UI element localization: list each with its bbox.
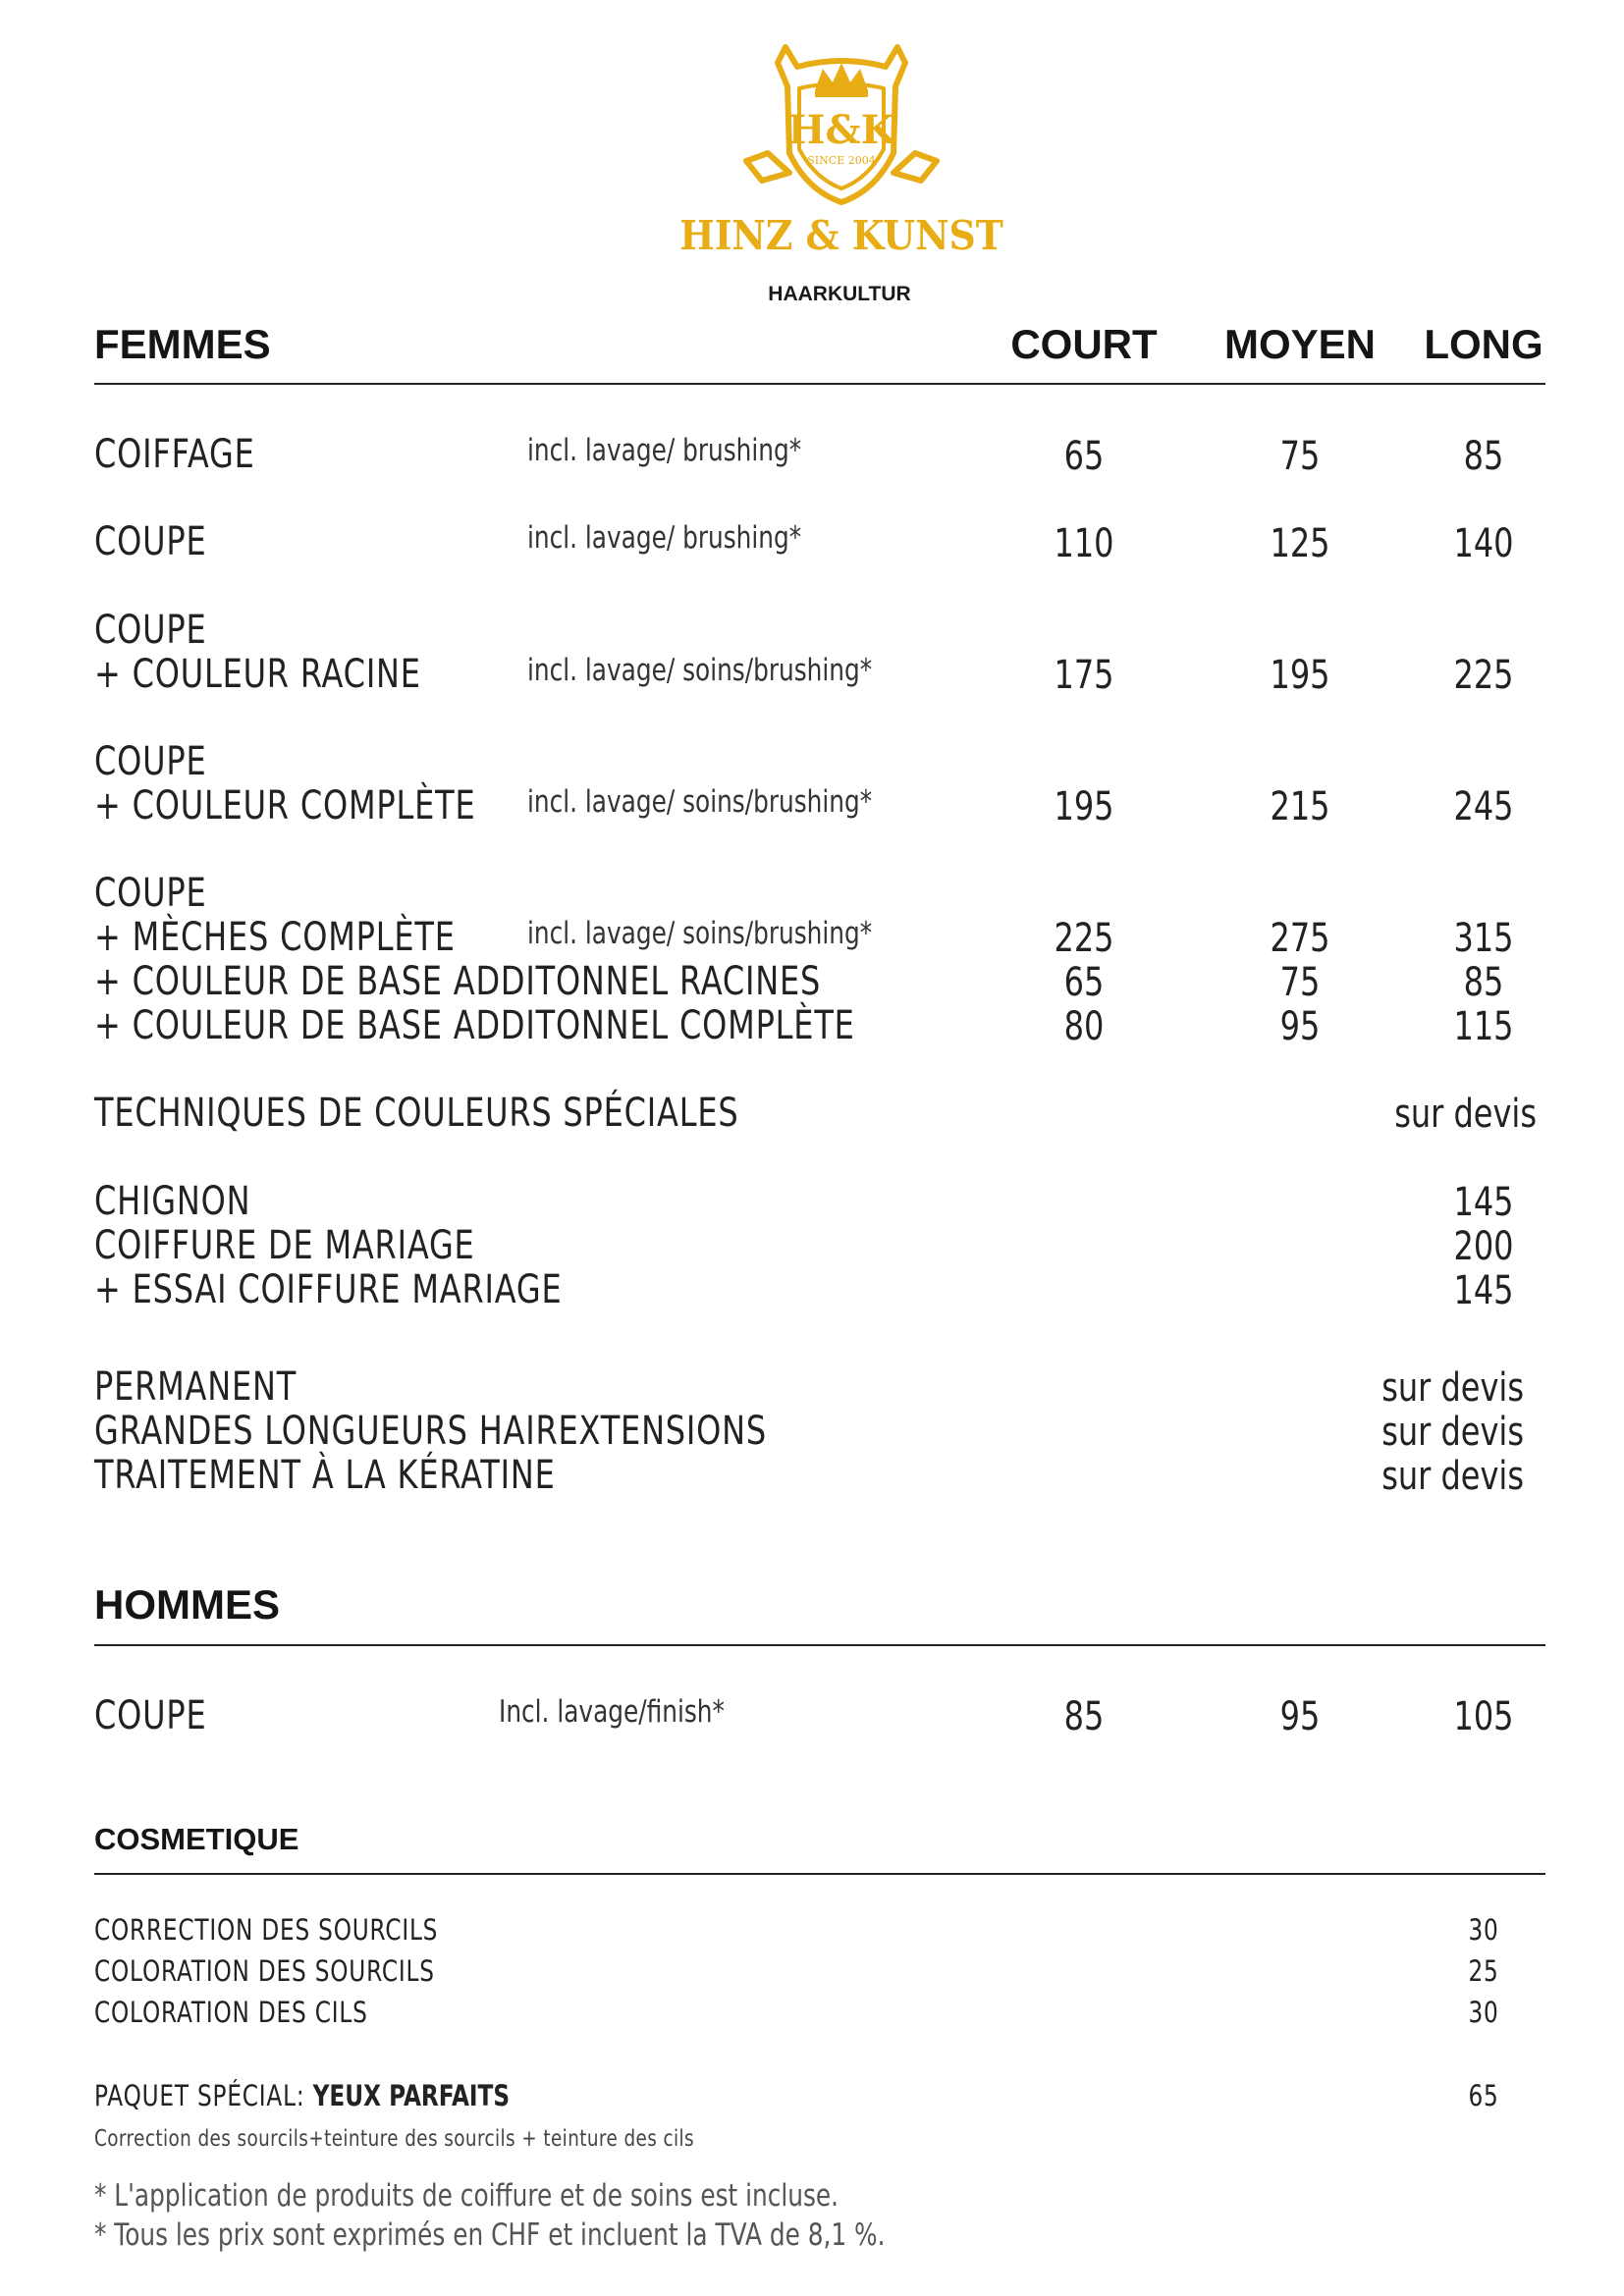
price-moyen: 95 — [1279, 1004, 1321, 1049]
list-item-price: 30 — [1468, 1996, 1499, 2029]
service-label: GRANDES LONGUEURS HAIREXTENSIONS — [94, 1409, 767, 1454]
service-label: COUPE — [94, 519, 207, 564]
section-title-hommes: HOMMES — [94, 1581, 280, 1628]
price-court: 85 — [1063, 1694, 1105, 1739]
service-label: + COULEUR DE BASE ADDITONNEL RACINES — [94, 959, 822, 1004]
service-note: incl. lavage/ soins/brushing* — [527, 653, 873, 688]
package-prefix: PAQUET SPÉCIAL: — [94, 2079, 305, 2112]
column-header-long: LONG — [1424, 321, 1543, 367]
crown-icon — [815, 63, 868, 97]
footnote: * L'application de produits de coiffure et de soins est incluse. — [94, 2178, 839, 2214]
package-description: Correction des sourcils+teinture des sourcils + teinture des cils — [94, 2126, 695, 2152]
price-moyen: 275 — [1270, 916, 1330, 961]
brand-name: HINZ & KUNST — [679, 212, 1003, 259]
price-quote: sur devis — [1381, 1410, 1524, 1455]
price-quote: sur devis — [1381, 1365, 1524, 1411]
since-label: SINCE 2004 — [807, 154, 876, 167]
price-court: 65 — [1063, 434, 1105, 479]
price-moyen: 195 — [1270, 653, 1330, 698]
list-item-label: CORRECTION DES SOURCILS — [94, 1913, 439, 1947]
divider — [94, 383, 1545, 385]
footnote: * Tous les prix sont exprimés en CHF et incluent la TVA de 8,1 %. — [94, 2217, 886, 2253]
price-court: 65 — [1063, 960, 1105, 1005]
column-header-court: COURT — [1010, 321, 1158, 367]
price-court: 225 — [1054, 916, 1114, 961]
service-note: incl. lavage/ brushing* — [527, 520, 802, 556]
price-court: 195 — [1054, 784, 1114, 829]
service-label: + ESSAI COIFFURE MARIAGE — [94, 1267, 563, 1312]
service-label: COUPE — [94, 739, 207, 784]
divider — [94, 1644, 1545, 1646]
price-quote: sur devis — [1381, 1454, 1524, 1499]
price-long: 85 — [1463, 434, 1504, 479]
price-moyen: 125 — [1270, 521, 1330, 566]
service-label: + COULEUR RACINE — [94, 652, 421, 697]
brand-tagline: HAARKULTUR — [768, 283, 911, 305]
price-long: 245 — [1453, 784, 1514, 829]
price-moyen: 215 — [1270, 784, 1330, 829]
package-name: YEUX PARFAITS — [312, 2079, 511, 2112]
list-item-label: COLORATION DES SOURCILS — [94, 1954, 435, 1988]
price-long: 200 — [1453, 1224, 1514, 1269]
price-long: 85 — [1463, 960, 1504, 1005]
divider — [94, 1873, 1545, 1875]
price-long: 145 — [1453, 1268, 1514, 1313]
package-label — [94, 2075, 510, 2116]
service-label: PERMANENT — [94, 1364, 298, 1410]
package-price: 65 — [1468, 2079, 1499, 2112]
price-long: 140 — [1453, 521, 1514, 566]
service-label: COUPE — [94, 871, 207, 916]
service-label: + COULEUR COMPLÈTE — [94, 783, 476, 828]
section-title-cosmetique: COSMETIQUE — [94, 1822, 299, 1856]
service-label: + COULEUR DE BASE ADDITONNEL COMPLÈTE — [94, 1003, 855, 1048]
monogram: H&K — [787, 107, 895, 153]
price-moyen: 95 — [1279, 1694, 1321, 1739]
service-label: + MÈCHES COMPLÈTE — [94, 915, 456, 960]
price-long: 315 — [1453, 916, 1514, 961]
service-note: incl. lavage/ brushing* — [527, 433, 802, 468]
service-label: TRAITEMENT À LA KÉRATINE — [94, 1453, 556, 1498]
service-label: TECHNIQUES DE COULEURS SPÉCIALES — [94, 1091, 739, 1136]
price-long: 115 — [1453, 1004, 1514, 1049]
section-title-femmes: FEMMES — [94, 321, 271, 367]
price-moyen: 75 — [1279, 960, 1321, 1005]
service-label: COUPE — [94, 1693, 207, 1738]
service-note: incl. lavage/ soins/brushing* — [527, 784, 873, 820]
price-long: 145 — [1453, 1180, 1514, 1225]
list-item-price: 25 — [1468, 1954, 1499, 1988]
price-long: 225 — [1453, 653, 1514, 698]
service-label: COUPE — [94, 608, 207, 653]
price-court: 110 — [1054, 521, 1114, 566]
column-header-moyen: MOYEN — [1223, 321, 1377, 367]
price-long: 105 — [1453, 1694, 1514, 1739]
service-label: COIFFAGE — [94, 432, 255, 477]
service-note: Incl. lavage/finish* — [499, 1694, 725, 1730]
list-item-price: 30 — [1468, 1913, 1499, 1947]
list-item-label: COLORATION DES CILS — [94, 1996, 368, 2029]
price-quote: sur devis — [1394, 1092, 1537, 1137]
price-court: 80 — [1063, 1004, 1105, 1049]
price-moyen: 75 — [1279, 434, 1321, 479]
service-label: CHIGNON — [94, 1179, 251, 1224]
price-court: 175 — [1054, 653, 1114, 698]
service-note: incl. lavage/ soins/brushing* — [527, 916, 873, 951]
service-label: COIFFURE DE MARIAGE — [94, 1223, 475, 1268]
